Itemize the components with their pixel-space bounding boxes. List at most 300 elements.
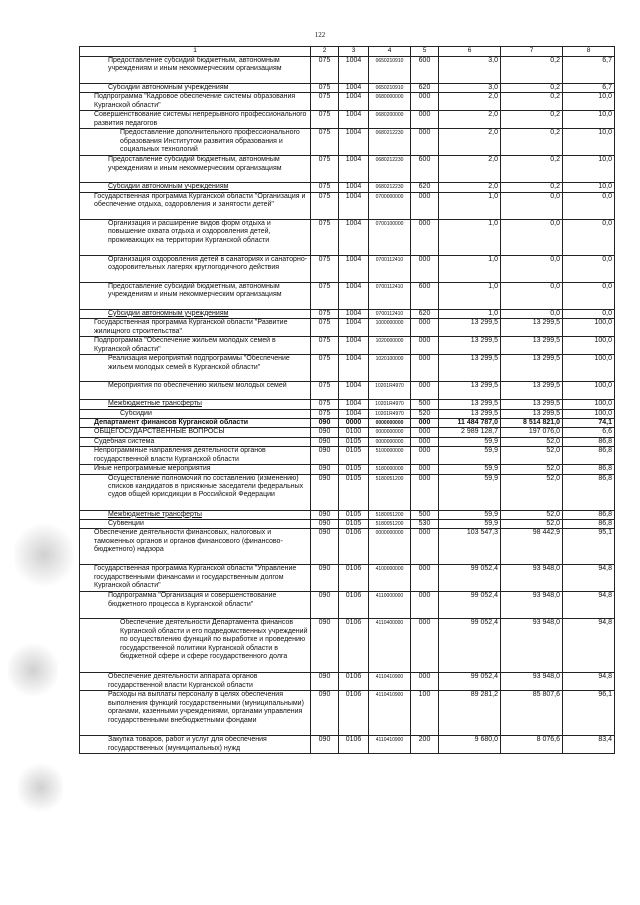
section-code-cell: 0105 [339,520,369,529]
target-article-cell: 0700112410 [369,255,411,282]
target-article-cell: 10201R4970 [369,409,411,418]
table-row [80,111,615,129]
row-name-cell: Организация и расширение видов форм отдыха и повышение охвата отдыха и оздоровления детей, проживающих на территории Курганской области [80,219,311,255]
executed-amount-cell: 0,2 [501,156,563,183]
target-article-cell: 4110410900 [369,691,411,736]
executed-amount-cell: 0,2 [501,183,563,192]
planned-amount-cell: 99 052,4 [439,565,501,592]
expense-type-cell: 000 [411,355,439,382]
table-row [80,510,615,519]
planned-amount-cell: 1,0 [439,309,501,318]
section-code-cell: 1004 [339,355,369,382]
section-code-cell: 0105 [339,465,369,474]
row-name-cell: Совершенствование системы непрерывного профессионального развития педагогов [80,111,311,129]
chapter-code-cell: 090 [311,465,339,474]
scan-smudge [18,760,63,815]
row-name-cell: Государственная программа Курганской области "Развитие жилищного строительства" [80,319,311,337]
table-row [80,319,615,337]
row-name-cell: Закупка товаров, работ и услуг для обеспечения государственных (муниципальных) нужд [80,736,311,754]
planned-amount-cell: 3,0 [439,84,501,93]
header-cell: 4 [369,47,411,57]
scan-smudge [8,640,58,700]
row-name-cell: Департамент финансов Курганской области [80,419,311,428]
row-name-cell: Государственная программа Курганской области "Организация и обеспечение отдыха, оздоровления и занятости детей" [80,192,311,219]
expense-type-cell: 000 [411,111,439,129]
section-code-cell: 1004 [339,183,369,192]
planned-amount-cell: 99 052,4 [439,592,501,619]
planned-amount-cell: 2,0 [439,111,501,129]
percent-cell: 100,0 [563,409,615,418]
chapter-code-cell: 075 [311,382,339,400]
executed-amount-cell: 13 299,5 [501,382,563,400]
row-name-cell: Судебная система [80,437,311,446]
row-name-cell: Предоставление субсидий бюджетным, автономным учреждениям и иным некоммерческим организациям [80,156,311,183]
executed-amount-cell: 52,0 [501,437,563,446]
section-code-cell: 0106 [339,691,369,736]
planned-amount-cell: 13 299,5 [439,337,501,355]
chapter-code-cell: 090 [311,447,339,465]
table-row [80,156,615,183]
planned-amount-cell: 59,9 [439,447,501,465]
percent-cell: 74,1 [563,419,615,428]
executed-amount-cell: 0,2 [501,84,563,93]
header-cell: 3 [339,47,369,57]
table-row [80,309,615,318]
expense-type-cell: 600 [411,156,439,183]
executed-amount-cell: 0,2 [501,93,563,111]
executed-amount-cell: 93 948,0 [501,619,563,673]
percent-cell: 10,0 [563,93,615,111]
expense-type-cell: 500 [411,510,439,519]
expense-type-cell: 520 [411,409,439,418]
target-article-cell: 4110410900 [369,673,411,691]
section-code-cell: 1004 [339,255,369,282]
executed-amount-cell: 93 948,0 [501,592,563,619]
percent-cell: 95,1 [563,529,615,565]
table-row [80,428,615,437]
expense-type-cell: 000 [411,419,439,428]
table-row [80,400,615,409]
table-row [80,337,615,355]
section-code-cell: 0105 [339,510,369,519]
planned-amount-cell: 13 299,5 [439,319,501,337]
expense-type-cell: 000 [411,255,439,282]
row-name-cell: Подпрограмма "Организация и совершенствование бюджетного процесса в Курганской области" [80,592,311,619]
table-row [80,447,615,465]
expense-type-cell: 200 [411,736,439,754]
percent-cell: 94,8 [563,619,615,673]
chapter-code-cell: 075 [311,84,339,93]
header-cell: 1 [80,47,311,57]
section-code-cell: 1004 [339,192,369,219]
planned-amount-cell: 2,0 [439,93,501,111]
row-name-cell: Межбюджетные трансферты [80,510,311,519]
target-article-cell: 0700112410 [369,309,411,318]
row-name-cell: Предоставление субсидий бюджетным, автономным учреждениям и иным некоммерческим организациям [80,282,311,309]
section-code-cell: 1004 [339,319,369,337]
section-code-cell: 1004 [339,129,369,156]
section-code-cell: 1004 [339,409,369,418]
planned-amount-cell: 9 680,0 [439,736,501,754]
planned-amount-cell: 103 547,3 [439,529,501,565]
chapter-code-cell: 090 [311,565,339,592]
header-cell: 5 [411,47,439,57]
header-cell: 8 [563,47,615,57]
target-article-cell: 0680000000 [369,93,411,111]
table-row [80,219,615,255]
executed-amount-cell: 52,0 [501,510,563,519]
executed-amount-cell: 0,0 [501,219,563,255]
expense-type-cell: 000 [411,474,439,510]
chapter-code-cell: 090 [311,673,339,691]
row-name-cell: Обеспечение деятельности финансовых, налоговых и таможенных органов и органов финансового (финансово-бюджетного) надзора [80,529,311,565]
chapter-code-cell: 090 [311,474,339,510]
chapter-code-cell: 090 [311,592,339,619]
executed-amount-cell: 93 948,0 [501,673,563,691]
percent-cell: 83,4 [563,736,615,754]
target-article-cell: 0000000000 [369,529,411,565]
target-article-cell: 10201R4970 [369,382,411,400]
table-row [80,529,615,565]
executed-amount-cell: 0,0 [501,255,563,282]
scan-smudge [14,520,74,590]
target-article-cell: 5180051200 [369,510,411,519]
executed-amount-cell: 13 299,5 [501,409,563,418]
planned-amount-cell: 59,9 [439,465,501,474]
chapter-code-cell: 075 [311,409,339,418]
budget-table [79,46,615,754]
percent-cell: 10,0 [563,111,615,129]
row-name-cell: Обеспечение деятельности Департамента финансов Курганской области и его подведомственных учреждений по осуществлению функций по выработке и проведению государственной политики Курганской области в бюджетной сфере и сфере государственного долга [80,619,311,673]
percent-cell: 6,7 [563,57,615,84]
row-name-cell: Непрограммные направления деятельности органов государственной власти Курганской области [80,447,311,465]
planned-amount-cell: 99 052,4 [439,673,501,691]
executed-amount-cell: 0,2 [501,129,563,156]
expense-type-cell: 100 [411,691,439,736]
target-article-cell: 1020000000 [369,337,411,355]
expense-type-cell: 620 [411,183,439,192]
expense-type-cell: 000 [411,447,439,465]
table-row [80,465,615,474]
planned-amount-cell: 13 299,5 [439,382,501,400]
target-article-cell: 4110400000 [369,619,411,673]
percent-cell: 10,0 [563,129,615,156]
chapter-code-cell: 075 [311,93,339,111]
table-row [80,409,615,418]
target-article-cell: 4100000000 [369,565,411,592]
row-name-cell: Подпрограмма "Кадровое обеспечение системы образования Курганской области" [80,93,311,111]
planned-amount-cell: 1,0 [439,282,501,309]
expense-type-cell: 000 [411,192,439,219]
percent-cell: 6,7 [563,84,615,93]
target-article-cell: 5180051200 [369,474,411,510]
row-name-cell: Субсидии автономным учреждениям [80,309,311,318]
section-code-cell: 0106 [339,673,369,691]
percent-cell: 6,6 [563,428,615,437]
target-article-cell: 0680212230 [369,156,411,183]
expense-type-cell: 000 [411,437,439,446]
expense-type-cell: 000 [411,465,439,474]
chapter-code-cell: 075 [311,282,339,309]
executed-amount-cell: 52,0 [501,465,563,474]
executed-amount-cell: 0,0 [501,309,563,318]
chapter-code-cell: 090 [311,691,339,736]
percent-cell: 100,0 [563,355,615,382]
chapter-code-cell: 075 [311,219,339,255]
target-article-cell: 1000000000 [369,319,411,337]
header-cell: 7 [501,47,563,57]
section-code-cell: 1004 [339,309,369,318]
section-code-cell: 0000 [339,419,369,428]
table-row [80,565,615,592]
section-code-cell: 0106 [339,736,369,754]
percent-cell: 86,8 [563,520,615,529]
planned-amount-cell: 89 281,2 [439,691,501,736]
chapter-code-cell: 075 [311,319,339,337]
expense-type-cell: 000 [411,592,439,619]
executed-amount-cell: 52,0 [501,520,563,529]
percent-cell: 0,0 [563,219,615,255]
target-article-cell: 0000000000 [369,437,411,446]
expense-type-cell: 500 [411,400,439,409]
table-row [80,691,615,736]
planned-amount-cell: 2,0 [439,156,501,183]
executed-amount-cell: 52,0 [501,474,563,510]
planned-amount-cell: 13 299,5 [439,355,501,382]
chapter-code-cell: 075 [311,255,339,282]
expense-type-cell: 000 [411,382,439,400]
percent-cell: 94,8 [563,565,615,592]
table-row [80,57,615,84]
planned-amount-cell: 3,0 [439,57,501,84]
planned-amount-cell: 1,0 [439,255,501,282]
table-row [80,437,615,446]
section-code-cell: 1004 [339,111,369,129]
expense-type-cell: 600 [411,282,439,309]
chapter-code-cell: 075 [311,400,339,409]
chapter-code-cell: 090 [311,520,339,529]
target-article-cell: 5100000000 [369,447,411,465]
table-row [80,736,615,754]
table-row [80,619,615,673]
percent-cell: 10,0 [563,183,615,192]
row-name-cell: Предоставление субсидий бюджетным, автономным учреждениям и иным некоммерческим организациям [80,57,311,84]
header-row [80,47,615,57]
row-name-cell: Субсидии [80,409,311,418]
chapter-code-cell: 075 [311,355,339,382]
target-article-cell: 5180051200 [369,520,411,529]
section-code-cell: 1004 [339,84,369,93]
target-article-cell: 0680212230 [369,183,411,192]
planned-amount-cell: 1,0 [439,219,501,255]
section-code-cell: 0106 [339,565,369,592]
row-name-cell: Субсидии автономным учреждениям [80,183,311,192]
target-article-cell: 0650210910 [369,57,411,84]
row-name-cell: Предоставление дополнительного профессионального образования Институтом развития образования и социальных технологий [80,129,311,156]
chapter-code-cell: 090 [311,428,339,437]
row-name-cell: Обеспечение деятельности аппарата органов государственной власти Курганской области [80,673,311,691]
executed-amount-cell: 13 299,5 [501,355,563,382]
expense-type-cell: 000 [411,565,439,592]
executed-amount-cell: 197 076,0 [501,428,563,437]
chapter-code-cell: 090 [311,619,339,673]
table-row [80,520,615,529]
planned-amount-cell: 59,9 [439,510,501,519]
expense-type-cell: 000 [411,337,439,355]
planned-amount-cell: 59,9 [439,437,501,446]
row-name-cell: Субвенции [80,520,311,529]
section-code-cell: 1004 [339,57,369,84]
table-row [80,355,615,382]
executed-amount-cell: 93 948,0 [501,565,563,592]
section-code-cell: 0105 [339,447,369,465]
percent-cell: 94,8 [563,592,615,619]
table-row [80,84,615,93]
planned-amount-cell: 13 299,5 [439,409,501,418]
target-article-cell: 1020100000 [369,355,411,382]
header-cell: 6 [439,47,501,57]
executed-amount-cell: 0,0 [501,282,563,309]
percent-cell: 86,8 [563,447,615,465]
target-article-cell: 10201R4970 [369,400,411,409]
row-name-cell: Подпрограмма "Обеспечение жильем молодых семей в Курганской области" [80,337,311,355]
target-article-cell: 0700000000 [369,192,411,219]
chapter-code-cell: 090 [311,529,339,565]
section-code-cell: 0100 [339,428,369,437]
section-code-cell: 1004 [339,382,369,400]
percent-cell: 0,0 [563,255,615,282]
planned-amount-cell: 59,9 [439,520,501,529]
section-code-cell: 1004 [339,400,369,409]
expense-type-cell: 000 [411,619,439,673]
percent-cell: 100,0 [563,400,615,409]
target-article-cell: 0680212230 [369,129,411,156]
chapter-code-cell: 075 [311,183,339,192]
table-row [80,382,615,400]
executed-amount-cell: 8 076,6 [501,736,563,754]
section-code-cell: 0106 [339,592,369,619]
planned-amount-cell: 11 484 787,0 [439,419,501,428]
percent-cell: 0,0 [563,309,615,318]
chapter-code-cell: 075 [311,111,339,129]
chapter-code-cell: 075 [311,57,339,84]
target-article-cell: 5180000000 [369,465,411,474]
target-article-cell: 0700100000 [369,219,411,255]
expense-type-cell: 000 [411,529,439,565]
executed-amount-cell: 13 299,5 [501,337,563,355]
target-article-cell: 0650210910 [369,84,411,93]
executed-amount-cell: 8 514 821,0 [501,419,563,428]
header-cell: 2 [311,47,339,57]
expense-type-cell: 620 [411,84,439,93]
target-article-cell: 0000000000 [369,419,411,428]
executed-amount-cell: 0,2 [501,57,563,84]
executed-amount-cell: 98 442,9 [501,529,563,565]
percent-cell: 86,8 [563,465,615,474]
percent-cell: 96,1 [563,691,615,736]
chapter-code-cell: 075 [311,129,339,156]
row-name-cell: Иные непрограммные мероприятия [80,465,311,474]
table-row [80,419,615,428]
section-code-cell: 1004 [339,337,369,355]
expense-type-cell: 000 [411,93,439,111]
table-row [80,192,615,219]
page-number: 122 [314,31,326,39]
row-name-cell: Организация оздоровления детей в санаториях и санаторно-оздоровительных лагерях круглогодичного действия [80,255,311,282]
percent-cell: 0,0 [563,192,615,219]
percent-cell: 100,0 [563,319,615,337]
row-name-cell: Государственная программа Курганской области "Управление государственными финансами и государственным долгом Курганской области" [80,565,311,592]
row-name-cell: Расходы на выплаты персоналу в целях обеспечения выполнения функций государственными (муниципальными) органами, казенными учреждениями, органами управления государственными внебюджетными фондами [80,691,311,736]
target-article-cell: 0700112410 [369,282,411,309]
target-article-cell: 4110410900 [369,736,411,754]
chapter-code-cell: 075 [311,337,339,355]
chapter-code-cell: 075 [311,156,339,183]
planned-amount-cell: 2 989 128,7 [439,428,501,437]
row-name-cell: Осуществление полномочий по составлению (изменению) списков кандидатов в присяжные заседатели федеральных судов общей юрисдикции в Российской Федерации [80,474,311,510]
planned-amount-cell: 2,0 [439,183,501,192]
percent-cell: 86,8 [563,437,615,446]
executed-amount-cell: 13 299,5 [501,319,563,337]
section-code-cell: 1004 [339,93,369,111]
target-article-cell: 0000000000 [369,428,411,437]
chapter-code-cell: 090 [311,437,339,446]
executed-amount-cell: 0,0 [501,192,563,219]
row-name-cell: Мероприятия по обеспечению жильем молодых семей [80,382,311,400]
planned-amount-cell: 13 299,5 [439,400,501,409]
section-code-cell: 0105 [339,437,369,446]
row-name-cell: Межбюджетные трансферты [80,400,311,409]
expense-type-cell: 600 [411,57,439,84]
planned-amount-cell: 2,0 [439,129,501,156]
planned-amount-cell: 1,0 [439,192,501,219]
section-code-cell: 0106 [339,529,369,565]
table-row [80,592,615,619]
table-row [80,673,615,691]
section-code-cell: 0105 [339,474,369,510]
planned-amount-cell: 59,9 [439,474,501,510]
table-row [80,282,615,309]
expense-type-cell: 000 [411,673,439,691]
chapter-code-cell: 075 [311,309,339,318]
table-row [80,255,615,282]
chapter-code-cell: 075 [311,192,339,219]
chapter-code-cell: 090 [311,510,339,519]
section-code-cell: 0106 [339,619,369,673]
row-name-cell: Реализация мероприятий подпрограммы "Обеспечение жильем молодых семей в Курганской области" [80,355,311,382]
expense-type-cell: 000 [411,428,439,437]
table-row [80,474,615,510]
percent-cell: 100,0 [563,337,615,355]
row-name-cell: Субсидии автономным учреждениям [80,84,311,93]
section-code-cell: 1004 [339,156,369,183]
section-code-cell: 1004 [339,219,369,255]
table-row [80,183,615,192]
chapter-code-cell: 090 [311,736,339,754]
percent-cell: 86,8 [563,510,615,519]
percent-cell: 10,0 [563,156,615,183]
percent-cell: 94,8 [563,673,615,691]
planned-amount-cell: 99 052,4 [439,619,501,673]
percent-cell: 0,0 [563,282,615,309]
executed-amount-cell: 13 299,5 [501,400,563,409]
expense-type-cell: 000 [411,219,439,255]
executed-amount-cell: 52,0 [501,447,563,465]
expense-type-cell: 000 [411,319,439,337]
target-article-cell: 0680200000 [369,111,411,129]
section-code-cell: 1004 [339,282,369,309]
expense-type-cell: 620 [411,309,439,318]
